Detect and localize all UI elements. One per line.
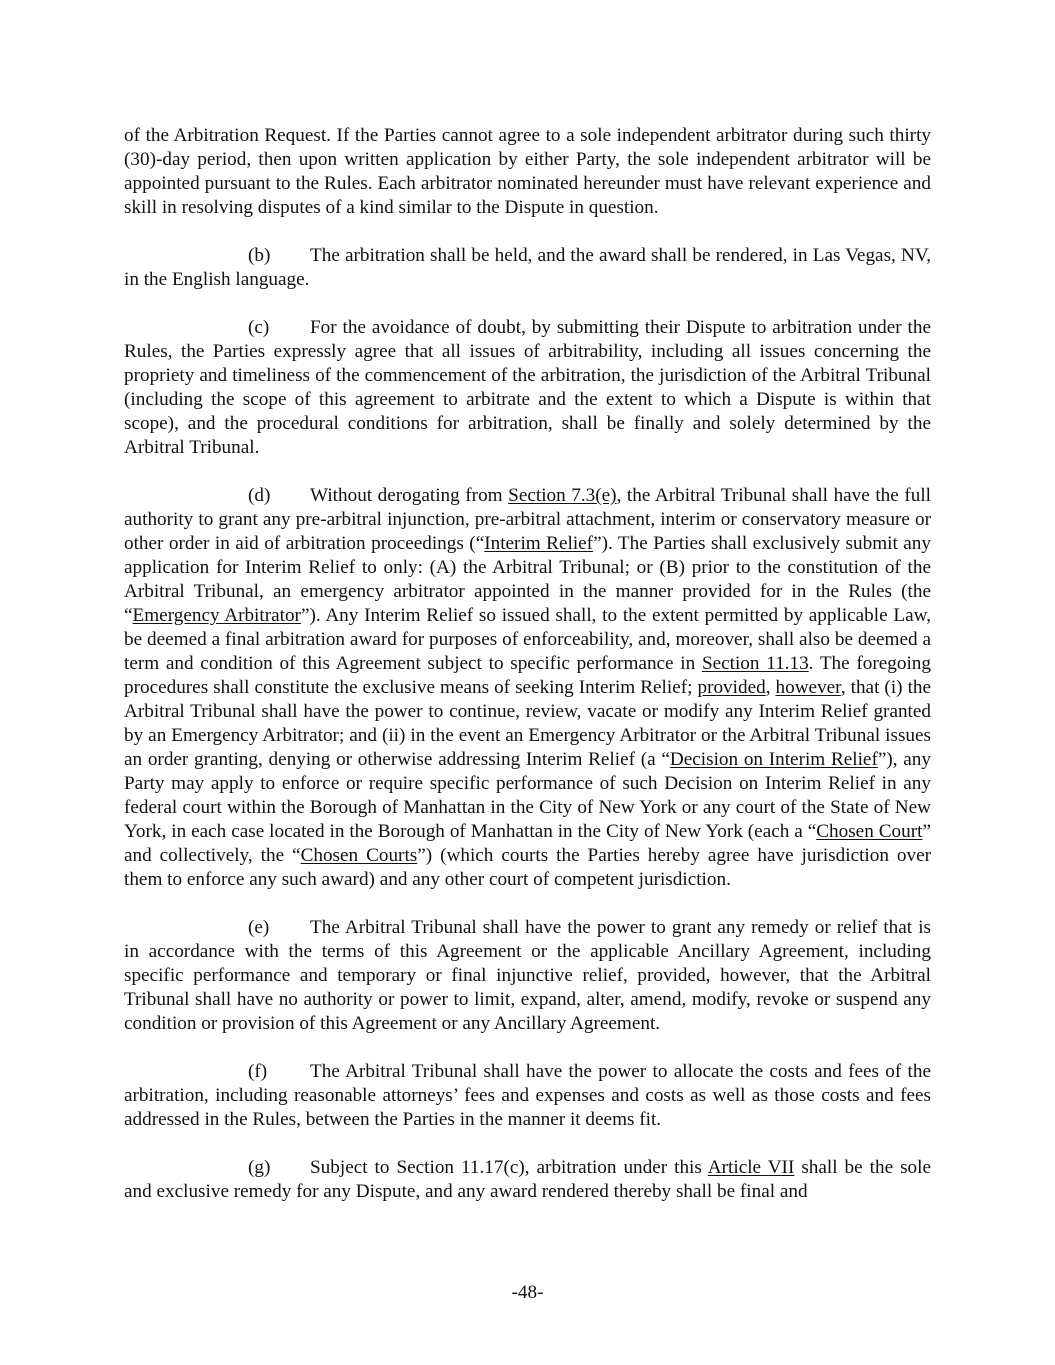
clause-marker: (b) <box>248 245 271 266</box>
paragraph-g <box>124 1156 931 1204</box>
section-reference: Article VII <box>707 1157 795 1178</box>
text-run: shall be the sole and exclusive remedy for any Dispute, and any award rendered thereby shall be final and <box>124 1157 932 1202</box>
emphasis-term: provided <box>697 677 766 698</box>
text-run: ”). Any Interim Relief so issued shall, to the extent permitted by applicable Law, be deemed a final arbitration award for purposes of enforceability, and, moreover, shall also be deemed a term and condition of this Agreement subject to specific performance in <box>124 605 931 674</box>
clause-marker: (c) <box>248 317 270 338</box>
clause-marker: (f) <box>248 1061 268 1082</box>
paragraph-text: The Arbitral Tribunal shall have the power to grant any remedy or relief that is in accordance with the terms of this Agreement or the applicable Ancillary Agreement, including specific performance and temporary or final injunctive relief, provided, however, that the Arbitral Tribunal shall have no authority or power to limit, expand, alter, amend, modify, revoke or suspend any condition or provision of this Agreement or any Ancillary Agreement. <box>124 917 931 1034</box>
text-run: Subject to Section 11.17(c), arbitration under this <box>310 1157 708 1178</box>
defined-term: Chosen Courts <box>300 845 418 866</box>
clause-marker: (d) <box>248 485 271 506</box>
text-run: Without derogating from <box>310 485 509 506</box>
defined-term: Emergency Arbitrator <box>132 605 301 626</box>
paragraph-d <box>124 484 931 892</box>
section-reference: Section 11.13 <box>701 653 809 674</box>
defined-term: Decision on Interim Relief <box>669 749 878 770</box>
clause-marker: (e) <box>248 917 270 938</box>
paragraph-f <box>124 1060 931 1132</box>
text-run: ”). The Parties shall exclusively submit any application for Interim Relief to only: (A) the Arbitral Tribunal; or (B) prior to the constitution of the Arbitral Tribunal, an emergency arbitrator appointed in the manner provided for in the Rules (the “ <box>124 533 931 626</box>
text-run: ”), any Party may apply to enforce or require specific performance of such Decision on Interim Relief in any federal court within the Borough of Manhattan in the City of New York or any court of the State of New York, in each case located in the Borough of Manhattan in the City of New York (each a “ <box>124 749 931 842</box>
paragraph-text: For the avoidance of doubt, by submitting their Dispute to arbitration under the Rules, the Parties expressly agree that all issues of arbitrability, including all issues concerning the propriety and timeliness of the commencement of the arbitration, the jurisdiction of the Arbitral Tribunal (including the scope of this agreement to arbitrate and the extent to which a Dispute is within that scope), and the procedural conditions for arbitration, shall be finally and solely determined by the Arbitral Tribunal. <box>124 317 931 458</box>
paragraph-c <box>124 316 931 460</box>
section-reference: Section 7.3(e) <box>508 485 617 506</box>
emphasis-term: however <box>775 677 841 698</box>
text-run: ” and collectively, the “ <box>124 821 931 866</box>
text-run: ”) (which courts the Parties hereby agree have jurisdiction over them to enforce any such award) and any other court of competent jurisdiction. <box>124 845 931 890</box>
paragraph-text: The Arbitral Tribunal shall have the power to allocate the costs and fees of the arbitration, including reasonable attorneys’ fees and expenses and costs as well as those costs and fees addressed in the Rules, between the Parties in the manner it deems fit. <box>124 1061 931 1130</box>
defined-term: Interim Relief <box>484 533 594 554</box>
text-run: , that (i) the Arbitral Tribunal shall have the power to continue, review, vacate or modify any Interim Relief granted by an Emergency Arbitrator; and (ii) in the event an Emergency Arbitrator or the Arbitral Tribunal issues an order granting, denying or otherwise addressing Interim Relief (a “ <box>124 677 932 770</box>
page-number: -48- <box>511 1282 544 1303</box>
text-run: , <box>765 677 776 698</box>
text-run: , the Arbitral Tribunal shall have the full authority to grant any pre-arbitral injunction, pre-arbitral attachment, interim or conservatory measure or other order in aid of arbitration proceedings (“ <box>124 485 931 554</box>
clause-marker: (g) <box>248 1157 271 1178</box>
defined-term: Chosen Court <box>816 821 923 842</box>
paragraph-b <box>124 244 931 292</box>
document-body <box>124 124 931 1228</box>
paragraph-e <box>124 916 931 1036</box>
text-run: . The foregoing procedures shall constitute the exclusive means of seeking Interim Relief; <box>124 653 931 698</box>
paragraph-text: The arbitration shall be held, and the award shall be rendered, in Las Vegas, NV, in the English language. <box>124 245 931 290</box>
paragraph-text: of the Arbitration Request. If the Parties cannot agree to a sole independent arbitrator during such thirty (30)-day period, then upon written application by either Party, the sole independent arbitrator will be appointed pursuant to the Rules. Each arbitrator nominated hereunder must have relevant experience and skill in resolving disputes of a kind similar to the Dispute in question. <box>124 125 931 218</box>
paragraph-intro <box>124 124 931 220</box>
